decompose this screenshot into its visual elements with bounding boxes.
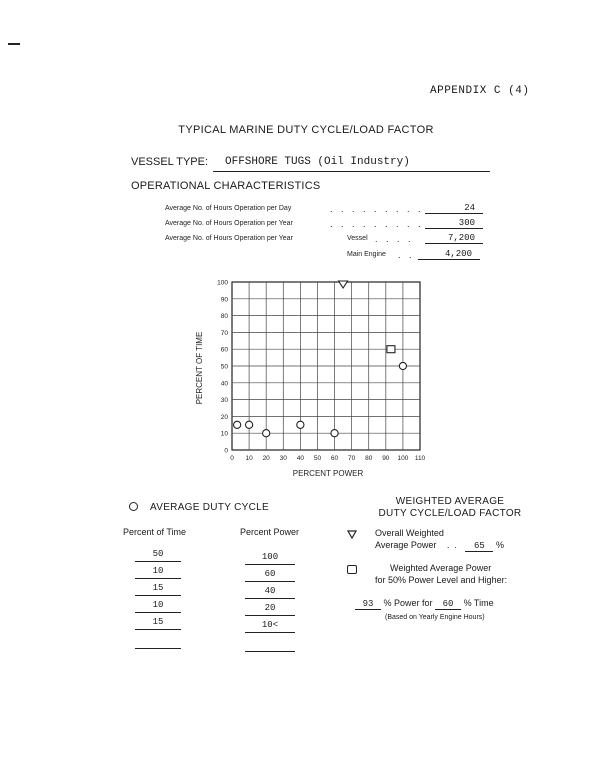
overall-value: 65 bbox=[465, 541, 493, 552]
overall-unit: % bbox=[495, 540, 504, 550]
y-axis-label: PERCENT OF TIME bbox=[195, 331, 204, 405]
power-cell: 100 bbox=[245, 552, 295, 565]
time-cell bbox=[135, 636, 181, 649]
leader-dots: . . . . bbox=[375, 234, 414, 244]
x-tick-label: 10 bbox=[245, 455, 253, 462]
power-cell: 10< bbox=[245, 620, 295, 633]
power-text: % Power for bbox=[383, 598, 433, 608]
overall-line1: Overall Weighted bbox=[375, 528, 444, 538]
vessel-type-value: OFFSHORE TUGS (Oil Industry) bbox=[213, 156, 490, 172]
y-tick-label: 70 bbox=[220, 329, 228, 337]
yearly-note: (Based on Yearly Engine Hours) bbox=[385, 614, 485, 621]
x-tick-label: 80 bbox=[365, 455, 373, 462]
high-line2: for 50% Power Level and Higher: bbox=[375, 575, 508, 585]
y-tick-label: 60 bbox=[220, 346, 228, 354]
duty-cycle-point bbox=[399, 362, 406, 369]
op-value: 7,200 bbox=[425, 233, 483, 244]
x-tick-label: 100 bbox=[397, 455, 409, 462]
op-row-sublabel: Main Engine bbox=[347, 251, 386, 258]
leader-dots: . . . . . . . . . bbox=[330, 219, 424, 229]
time-cell: 15 bbox=[135, 617, 181, 630]
power-cell bbox=[245, 639, 295, 652]
duty-cycle-point bbox=[245, 421, 252, 428]
y-tick-label: 80 bbox=[220, 313, 228, 321]
power-cell: 40 bbox=[245, 586, 295, 599]
y-tick-label: 100 bbox=[217, 279, 228, 287]
x-tick-label: 40 bbox=[296, 455, 304, 462]
time-cell: 15 bbox=[135, 583, 181, 596]
duty-cycle-point bbox=[297, 421, 304, 428]
time-value: 60 bbox=[435, 599, 461, 610]
x-tick-label: 0 bbox=[230, 455, 234, 462]
x-tick-label: 20 bbox=[262, 455, 270, 462]
operational-heading: OPERATIONAL CHARACTERISTICS bbox=[131, 180, 321, 192]
weighted-high-power-point bbox=[387, 346, 395, 353]
weighted-title-line1: WEIGHTED AVERAGE bbox=[395, 496, 505, 507]
duty-cycle-point bbox=[234, 421, 241, 428]
vessel-type-label: VESSEL TYPE: bbox=[131, 156, 209, 168]
op-row-label: Average No. of Hours Operation per Year bbox=[165, 235, 293, 242]
x-tick-label: 50 bbox=[313, 455, 322, 462]
col-percent-power-header: Percent Power bbox=[240, 527, 300, 537]
y-tick-label: 40 bbox=[220, 380, 228, 388]
y-tick-label: 90 bbox=[220, 296, 228, 304]
x-tick-label: 30 bbox=[279, 455, 287, 462]
op-value: 4,200 bbox=[418, 249, 480, 260]
overall-weighted-point bbox=[339, 281, 348, 288]
appendix-label: APPENDIX C (4) bbox=[430, 85, 530, 97]
time-cell: 10 bbox=[135, 566, 181, 579]
power-value: 93 bbox=[355, 599, 381, 610]
time-cell: 10 bbox=[135, 600, 181, 613]
power-cell: 60 bbox=[245, 569, 295, 582]
col-percent-time-header: Percent of Time bbox=[123, 527, 187, 537]
circle-marker-icon bbox=[129, 502, 138, 511]
x-tick-label: 60 bbox=[330, 455, 339, 462]
duty-cycle-heading-text: AVERAGE DUTY CYCLE bbox=[150, 502, 269, 513]
y-tick-label: 10 bbox=[220, 430, 228, 438]
margin-dash-mark bbox=[8, 43, 20, 45]
leader-dots: . . bbox=[398, 250, 415, 260]
op-value: 24 bbox=[425, 203, 483, 214]
overall-line: Average Power . . 65 % bbox=[375, 540, 504, 551]
time-text: % Time bbox=[463, 598, 494, 608]
x-tick-label: 110 bbox=[414, 455, 426, 462]
leader-dots: . . . . . . . . . bbox=[330, 204, 424, 214]
duty-cycle-heading bbox=[129, 502, 269, 513]
op-row-label: Average No. of Hours Operation per Day bbox=[165, 205, 292, 212]
weighted-title-line2: DUTY CYCLE/LOAD FACTOR bbox=[378, 508, 522, 519]
high-line1: Weighted Average Power bbox=[390, 563, 492, 573]
op-value: 300 bbox=[425, 218, 483, 229]
duty-cycle-chart bbox=[185, 272, 445, 482]
triangle-down-icon bbox=[347, 530, 357, 539]
x-axis-label: PERCENT POWER bbox=[292, 469, 364, 478]
op-row-label: Average No. of Hours Operation per Year bbox=[165, 220, 293, 227]
overall-line2: Average Power bbox=[375, 540, 437, 550]
x-tick-label: 90 bbox=[382, 455, 390, 462]
time-cell: 50 bbox=[135, 549, 181, 562]
power-cell: 20 bbox=[245, 603, 295, 616]
weighted-average-title bbox=[370, 496, 530, 520]
op-row-sublabel: Vessel bbox=[347, 235, 368, 242]
duty-cycle-point bbox=[331, 430, 338, 437]
x-tick-label: 70 bbox=[348, 455, 356, 462]
y-tick-label: 30 bbox=[220, 397, 228, 405]
y-tick-label: 20 bbox=[220, 413, 228, 421]
y-tick-label: 50 bbox=[220, 363, 228, 371]
page-title: TYPICAL MARINE DUTY CYCLE/LOAD FACTOR bbox=[178, 124, 434, 136]
power-time-line bbox=[355, 598, 494, 610]
y-tick-label: 0 bbox=[224, 447, 228, 455]
square-marker-icon bbox=[347, 565, 357, 574]
duty-cycle-point bbox=[263, 430, 270, 437]
